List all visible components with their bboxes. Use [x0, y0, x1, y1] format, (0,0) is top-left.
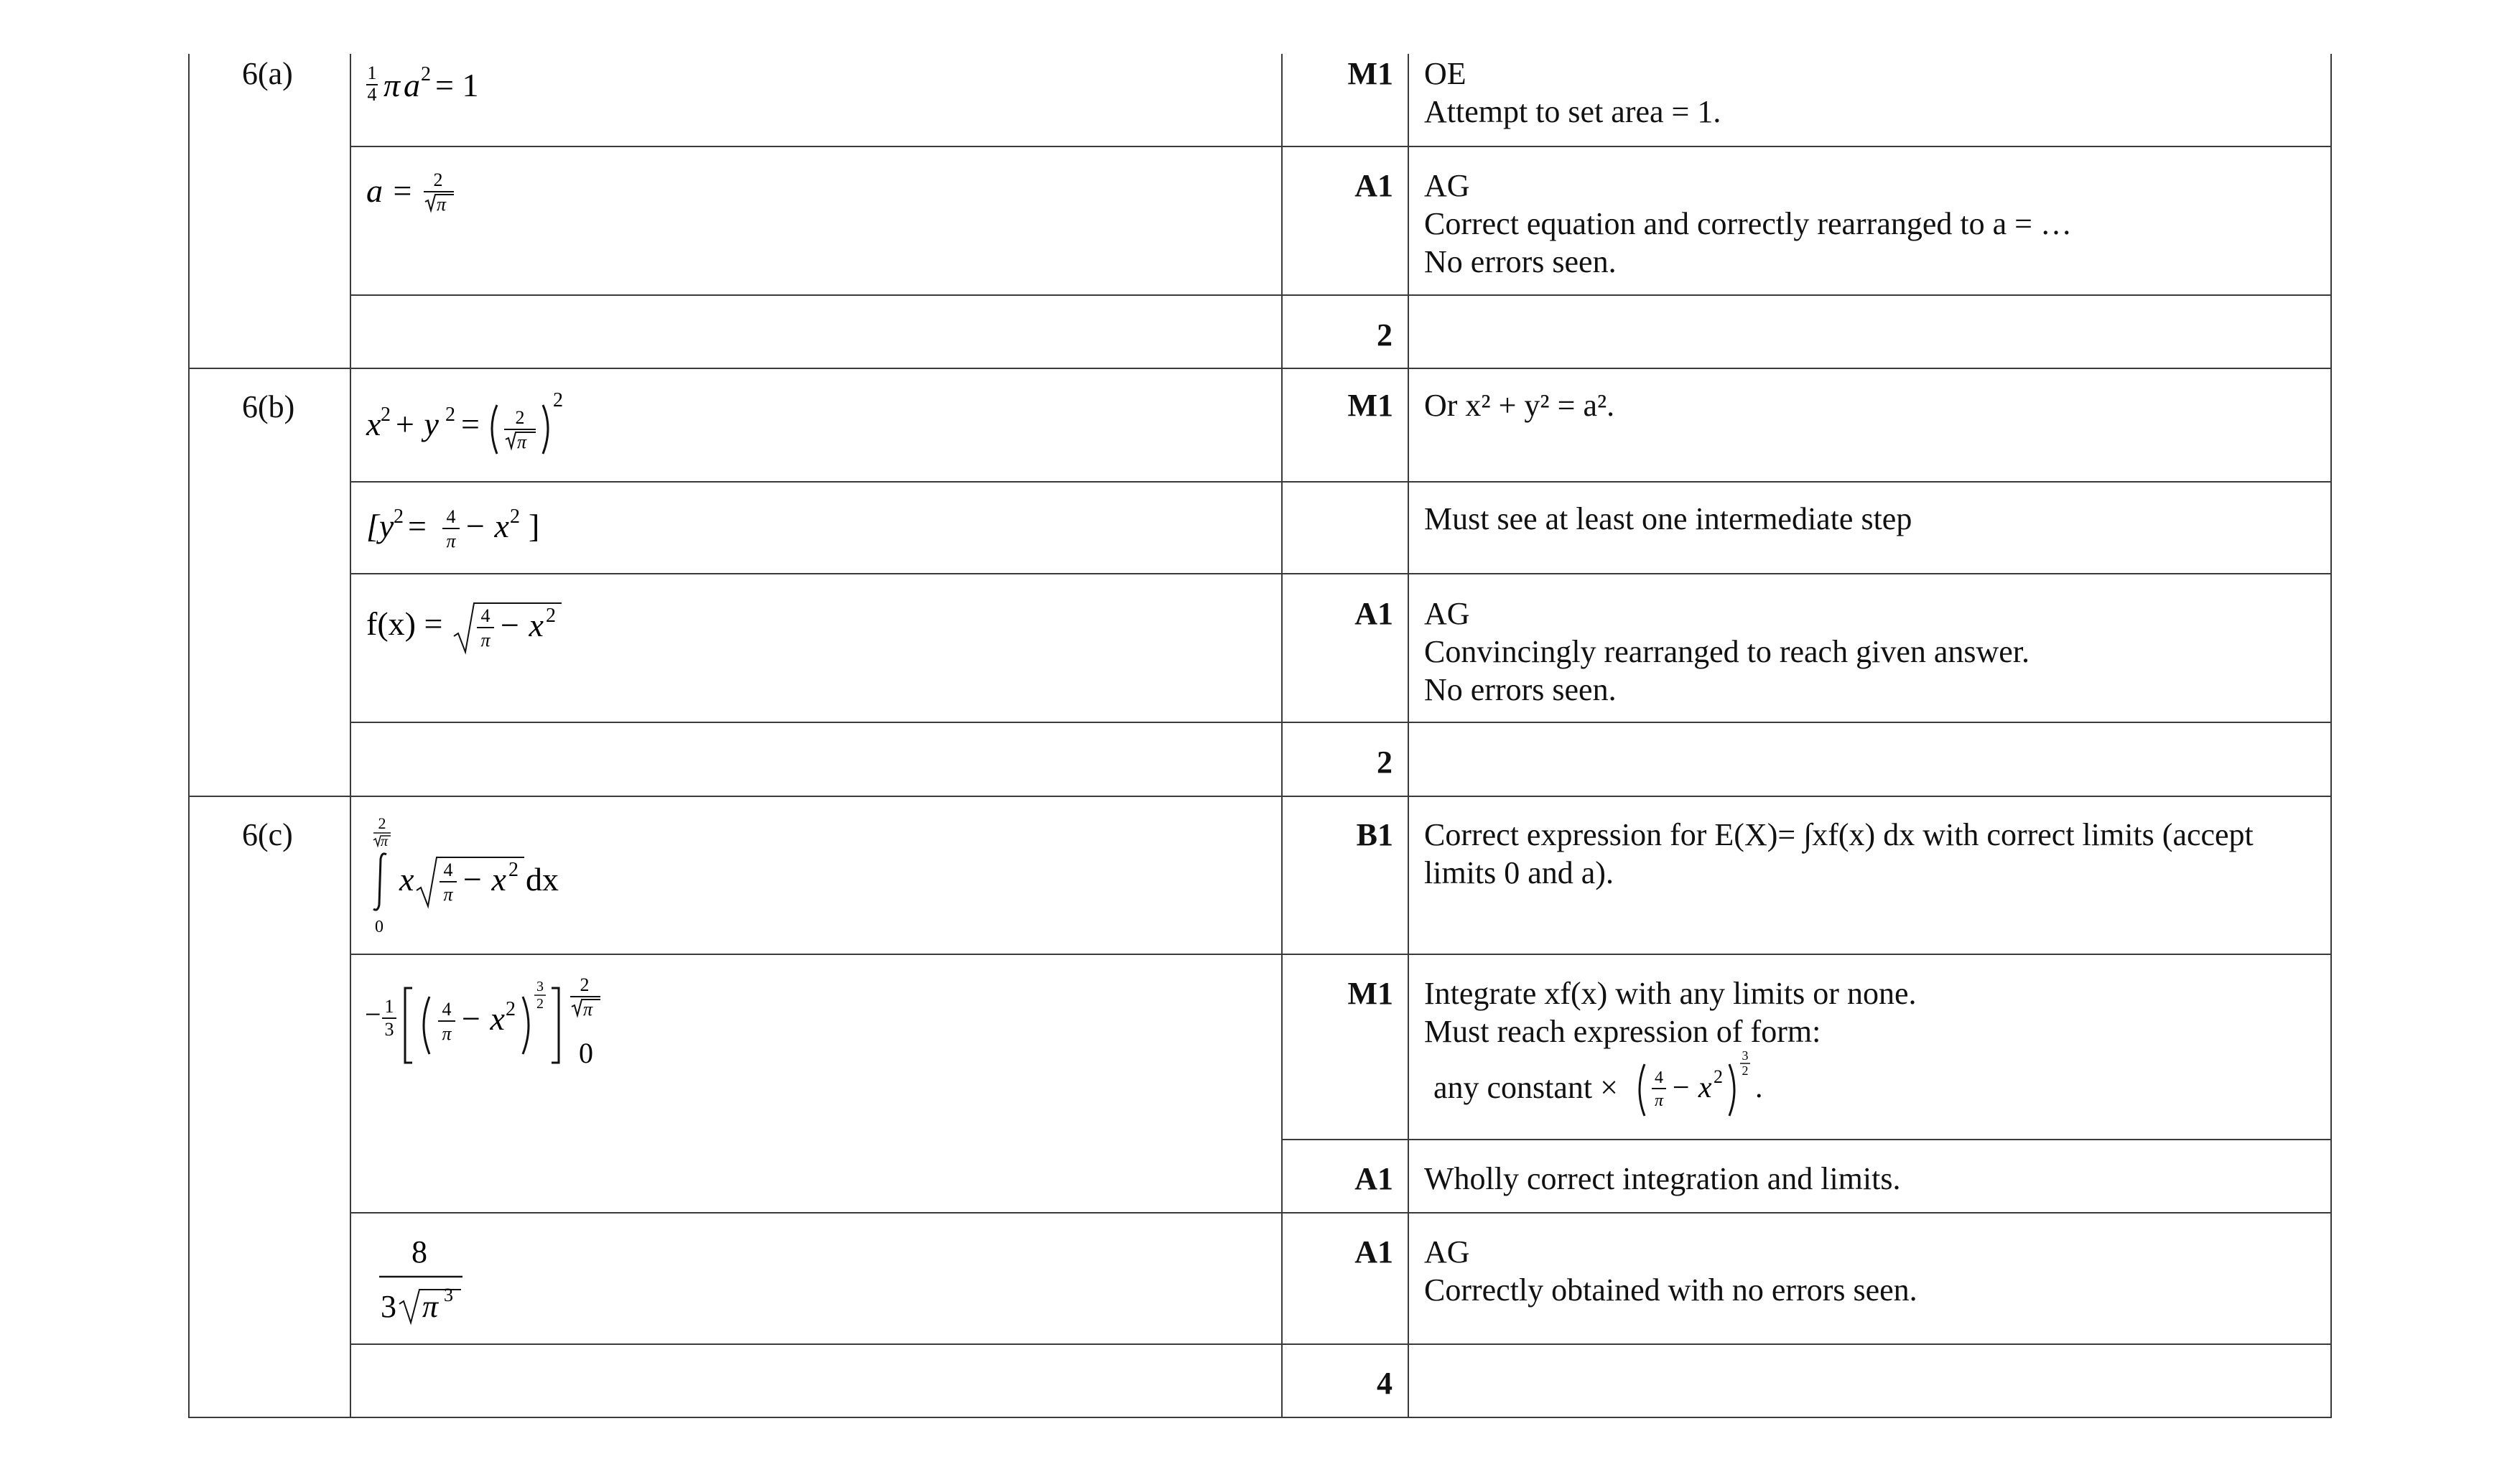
math-expression: [366, 169, 510, 226]
variable: a: [404, 67, 420, 103]
answer-expression: [366, 501, 582, 566]
column-divider: [1408, 54, 1409, 1418]
expression-part: − x: [461, 861, 506, 898]
exponent-numerator: 3: [536, 979, 544, 994]
guidance-line: Convincingly rearranged to reach given answer.: [1424, 634, 2030, 669]
guidance-line: Correct expression for E(X)= ∫xf(x) dx with correct limits (accept: [1424, 817, 2254, 852]
right-parenthesis: [523, 997, 529, 1054]
exponent: 2: [445, 404, 455, 426]
fraction-numerator: 4: [443, 860, 453, 880]
guidance-line: AG: [1424, 168, 1470, 203]
period: .: [1755, 1071, 1763, 1104]
math-expression: [366, 501, 582, 566]
fraction-denominator: π: [517, 432, 527, 452]
equals-sign: =: [408, 508, 427, 544]
lower-limit: 0: [579, 1037, 593, 1069]
guidance-line: Integrate xf(x) with any limits or none.: [1424, 976, 1917, 1011]
guidance-line: any constant ×: [1433, 1070, 1618, 1105]
fraction-denominator: π: [1654, 1091, 1664, 1110]
expression-part: − x: [464, 508, 509, 544]
row-divider: [1281, 1139, 2332, 1140]
integral-sign: [373, 854, 386, 910]
column-divider: [188, 54, 190, 1418]
fraction-denominator: π: [437, 194, 447, 215]
row-divider: [350, 146, 2332, 147]
guidance-line: Or x² + y² = a².: [1424, 388, 1615, 423]
guidance-line: No errors seen.: [1424, 244, 1617, 279]
left-bracket: [405, 988, 412, 1063]
mark-code: A1: [1354, 1234, 1393, 1270]
denominator-pi: π: [422, 1289, 439, 1324]
row-divider: [350, 573, 2332, 574]
guidance-line: OE: [1424, 56, 1466, 91]
math-expression: [366, 816, 610, 945]
guidance-line: Wholly correct integration and limits.: [1424, 1161, 1901, 1196]
exponent: 2: [1714, 1066, 1723, 1087]
fraction-numerator: 1: [384, 996, 394, 1017]
left-parenthesis: [492, 405, 497, 454]
fraction-numerator: 8: [412, 1234, 427, 1270]
equals-sign: =: [461, 406, 480, 442]
answer-expression: [366, 388, 596, 467]
guidance-line: AG: [1424, 1234, 1470, 1270]
exponent: 2: [546, 605, 556, 627]
fraction-denominator: 4: [367, 84, 377, 105]
right-bracket: [552, 988, 559, 1063]
math-expression: [1633, 1050, 1791, 1129]
fraction-denominator: π: [480, 630, 490, 651]
lower-limit: 0: [375, 918, 383, 936]
mark-code: M1: [1347, 388, 1393, 423]
expression-part: − x: [460, 1000, 505, 1037]
answer-expression: [366, 595, 596, 666]
pi-symbol: π: [383, 67, 401, 103]
row-divider: [350, 481, 2332, 483]
fraction-numerator: 4: [442, 999, 452, 1020]
row-divider: [188, 796, 2332, 797]
fraction-numerator: 4: [446, 506, 456, 527]
math-expression: [366, 388, 596, 467]
left-parenthesis: [424, 997, 429, 1054]
differential: dx: [526, 861, 559, 898]
fraction-numerator: 1: [367, 62, 377, 83]
mark-code: M1: [1347, 976, 1393, 1011]
guidance-line: Correct equation and correctly rearranged to a = …: [1424, 206, 2072, 241]
guidance-line: No errors seen.: [1424, 672, 1617, 707]
answer-expression: [366, 63, 582, 113]
marks-total: 2: [1377, 317, 1392, 353]
equation-lhs: a =: [366, 172, 414, 209]
exponent-denominator: 2: [536, 996, 544, 1012]
guidance-line: AG: [1424, 596, 1470, 631]
exponent: 2: [508, 859, 519, 881]
row-divider: [350, 1212, 2332, 1214]
column-divider: [2330, 54, 2332, 1418]
exponent: 2: [421, 63, 431, 85]
mark-code: M1: [1347, 56, 1393, 91]
math-expression: [366, 595, 596, 666]
equation-rhs: = 1: [435, 67, 479, 103]
upper-limit-denominator: π: [583, 999, 593, 1020]
math-expression: [363, 975, 636, 1083]
exponent: 3: [444, 1285, 453, 1305]
exponent: 2: [381, 404, 391, 426]
row-divider: [350, 1343, 2332, 1345]
left-parenthesis: [1640, 1064, 1645, 1116]
fraction-denominator: π: [443, 884, 453, 905]
guidance-line: Attempt to set area = 1.: [1424, 94, 1721, 129]
fraction-numerator: 4: [480, 605, 490, 626]
variable: x: [399, 861, 414, 898]
fraction-numerator: 4: [1655, 1068, 1663, 1087]
answer-expression: [366, 169, 510, 226]
mark-code: A1: [1354, 1161, 1393, 1196]
upper-limit-numerator: 2: [580, 974, 590, 995]
row-divider: [350, 294, 2332, 296]
table-bottom-border: [188, 1417, 2332, 1418]
variable: x: [366, 406, 381, 442]
fraction-denominator: π: [446, 531, 456, 551]
exponent: 2: [553, 389, 563, 411]
guidance-line: Must reach expression of form:: [1424, 1014, 1821, 1049]
row-divider: [350, 954, 2332, 955]
right-parenthesis: [543, 405, 548, 454]
exponent: 2: [506, 998, 516, 1020]
mark-code: A1: [1354, 168, 1393, 203]
denominator-coefficient: 3: [381, 1289, 396, 1324]
row-divider: [350, 722, 2332, 723]
exponent-denominator: 2: [1742, 1063, 1749, 1078]
row-divider: [188, 368, 2332, 369]
minus-sign: −: [365, 998, 381, 1030]
expression-part: ]: [529, 508, 540, 544]
column-divider: [350, 54, 351, 1418]
exponent-numerator: 3: [1742, 1048, 1749, 1063]
marks-total: 4: [1377, 1366, 1392, 1401]
mark-code: B1: [1356, 817, 1393, 852]
answer-expression: [366, 816, 610, 945]
guidance-line: Must see at least one intermediate step: [1424, 501, 1912, 536]
math-expression: [373, 1229, 488, 1337]
fraction-denominator: π: [442, 1023, 452, 1044]
expression-part: − x: [498, 607, 544, 643]
guidance-line: Correctly obtained with no errors seen.: [1424, 1272, 1917, 1308]
expression-part: + y: [394, 406, 439, 442]
guidance-line: limits 0 and a).: [1424, 855, 1614, 890]
answer-expression: [363, 975, 636, 1083]
mark-code: A1: [1354, 596, 1393, 631]
exponent: 2: [394, 506, 404, 528]
upper-limit-numerator: 2: [378, 814, 386, 832]
upper-limit-denominator: π: [381, 834, 389, 849]
answer-expression: [373, 1229, 488, 1337]
fraction-numerator: 2: [433, 169, 443, 190]
expression-part: [y: [366, 508, 394, 544]
marks-total: 2: [1377, 745, 1392, 780]
exponent: 2: [510, 506, 520, 528]
right-parenthesis: [1729, 1064, 1734, 1116]
question-number: 6(c): [242, 817, 293, 852]
question-number: 6(b): [242, 389, 295, 424]
question-number: 6(a): [242, 56, 293, 91]
guidance-expression: [1633, 1050, 1791, 1129]
expression-part: − x: [1670, 1071, 1712, 1104]
column-divider: [1281, 54, 1283, 1418]
math-expression: [366, 63, 582, 113]
fraction-numerator: 2: [515, 407, 525, 428]
fraction-denominator: 3: [384, 1019, 394, 1040]
equation-lhs: f(x) =: [366, 605, 443, 642]
